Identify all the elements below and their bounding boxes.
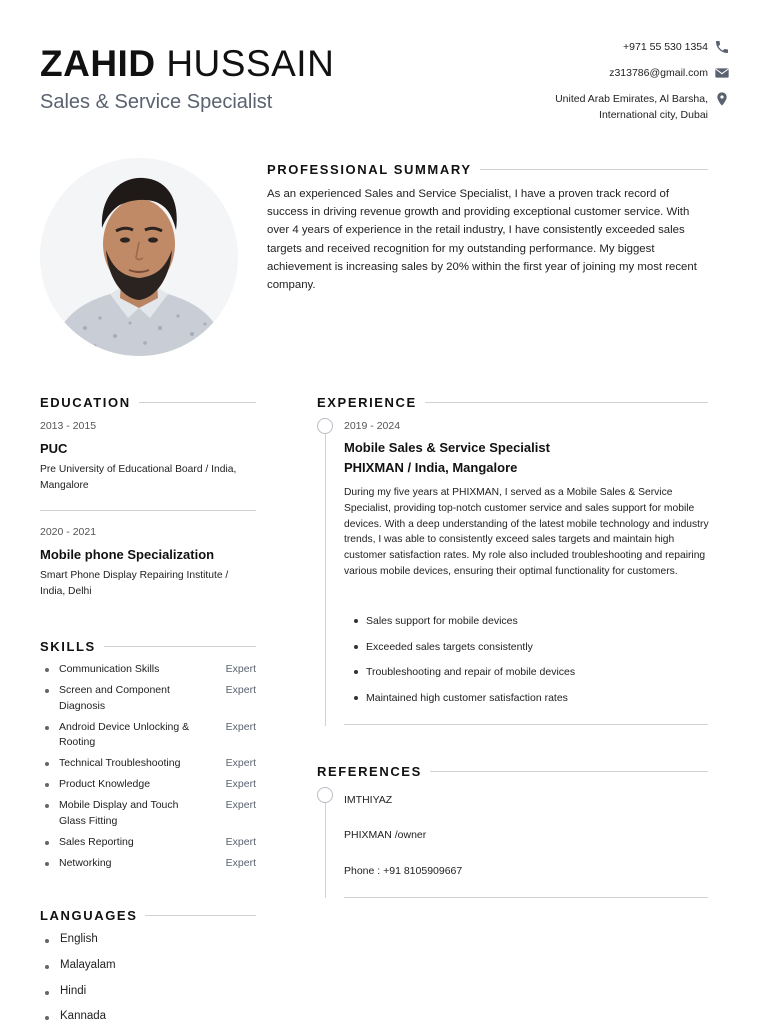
skill-name: Android Device Unlocking & Rooting <box>59 720 190 748</box>
experience-header <box>317 393 708 411</box>
bullet <box>45 726 49 730</box>
bullet <box>45 689 49 693</box>
language-name: Hindi <box>60 985 87 997</box>
job-title: Sales & Service Specialist <box>40 91 273 113</box>
education-divider <box>40 510 256 511</box>
highlight-item <box>354 639 714 655</box>
bullet <box>45 804 49 808</box>
skills-list <box>40 662 256 877</box>
bullet <box>354 645 358 649</box>
experience-date: 2019 - 2024 <box>344 420 401 432</box>
skill-level: Expert <box>225 799 256 811</box>
timeline-line <box>325 430 326 726</box>
phone-text: +971 55 530 1354 <box>623 41 708 53</box>
address-line-2: International city, Dubai <box>599 109 708 121</box>
skill-level: Expert <box>225 757 256 769</box>
language-item <box>40 985 86 997</box>
education-degree: Mobile phone Specialization <box>40 547 215 562</box>
reference-position: PHIXMAN /owner <box>344 829 427 841</box>
education-institution: Smart Phone Display Repairing Institute / India, Delhi <box>40 570 229 597</box>
highlight-item <box>354 690 714 706</box>
skill-name: Mobile Display and Touch Glass Fitting <box>59 799 179 827</box>
bullet <box>45 783 49 787</box>
timeline-dot <box>317 418 333 434</box>
experience-highlights <box>354 613 714 715</box>
highlight-item <box>354 613 714 629</box>
experience-description: During my five years at PHIXMAN, I served as a Mobile Sales & Service Specialist, providing top-notch customer service and sales support for mobile devices. With a deep understanding of the latest mobile technology and industry trends, I was able to consistently exceed sales targets and maintain high customer satisfaction rates. My role also included troubleshooting and repairing various mobile devices, ensuring their optimal functionality for customers. <box>344 487 709 577</box>
bullet <box>354 619 358 623</box>
skill-name: Technical Troubleshooting <box>59 757 181 769</box>
summary-title: PROFESSIONAL SUMMARY <box>267 161 472 177</box>
skill-name: Product Knowledge <box>59 778 151 790</box>
highlight-text: Maintained high customer satisfaction rates <box>366 691 568 704</box>
skill-item <box>40 662 256 678</box>
languages-title: LANGUAGES <box>40 907 138 923</box>
skill-item <box>40 835 256 851</box>
experience-divider <box>344 724 708 725</box>
section-rule <box>430 771 708 772</box>
skill-level: Expert <box>225 663 256 675</box>
section-rule <box>480 169 708 170</box>
education-degree: PUC <box>40 441 68 456</box>
bullet <box>354 670 358 674</box>
highlight-text: Troubleshooting and repair of mobile devices <box>366 666 576 678</box>
bullet <box>45 991 49 995</box>
profile-photo <box>40 158 238 356</box>
reference-name: IMTHIYAZ <box>344 794 393 806</box>
contact-phone <box>623 39 708 55</box>
map-pin-icon <box>714 91 730 107</box>
language-item <box>40 933 98 945</box>
references-header <box>317 762 708 780</box>
bullet <box>45 1016 49 1020</box>
section-rule <box>145 915 256 916</box>
bullet <box>45 668 49 672</box>
experience-company: PHIXMAN / India, Mangalore <box>344 460 518 475</box>
highlight-item <box>354 664 714 680</box>
language-name: English <box>60 933 98 945</box>
skill-item <box>40 856 256 872</box>
skill-name: Screen and Component Diagnosis <box>59 684 170 712</box>
skill-item <box>40 756 256 772</box>
bullet <box>45 841 49 845</box>
education-date: 2013 - 2015 <box>40 420 97 432</box>
portrait-illustration <box>40 158 238 356</box>
skill-name: Networking <box>59 856 112 869</box>
reference-phone: Phone : +91 8105909667 <box>344 865 463 877</box>
skill-level: Expert <box>225 684 256 696</box>
bullet <box>45 939 49 943</box>
contact-email <box>609 65 708 81</box>
highlight-text: Exceeded sales targets consistently <box>366 640 533 653</box>
highlight-text: Sales support for mobile devices <box>366 615 518 627</box>
bullet <box>45 965 49 969</box>
section-rule <box>425 402 708 403</box>
section-rule <box>104 646 256 647</box>
bullet <box>45 762 49 766</box>
address-line-1: United Arab Emirates, Al Barsha, <box>555 93 708 105</box>
contact-address <box>555 91 708 123</box>
skill-level: Expert <box>225 778 256 790</box>
bullet <box>45 862 49 866</box>
education-header <box>40 393 256 411</box>
skill-name: Communication Skills <box>59 663 160 675</box>
language-name: Malayalam <box>60 959 116 971</box>
skills-header <box>40 637 256 655</box>
language-item <box>40 1010 106 1022</box>
timeline-dot <box>317 787 333 803</box>
skill-level: Expert <box>225 856 256 869</box>
last-name: HUSSAIN <box>166 43 335 84</box>
email-text[interactable]: z313786@gmail.com <box>609 67 708 79</box>
languages-header <box>40 906 256 924</box>
language-item <box>40 959 116 971</box>
experience-position: Mobile Sales & Service Specialist <box>344 440 550 455</box>
summary-text: As an experienced Sales and Service Specialist, I have a proven track record of success in driving revenue growth and providing exceptional customer service. With over 4 years of experience in the retail industry, I have consistently exceeded sales targets and received recognition for my outstanding performance. My biggest achievement is increasing sales by 20% within the first year of joining my most recent company. <box>267 188 697 292</box>
skill-name: Sales Reporting <box>59 835 134 848</box>
education-title: EDUCATION <box>40 394 131 410</box>
skill-item <box>40 683 256 714</box>
education-institution: Pre University of Educational Board / India, Mangalore <box>40 464 237 491</box>
phone-icon <box>714 39 730 55</box>
candidate-name <box>40 44 334 84</box>
skill-item <box>40 777 256 793</box>
references-divider <box>344 897 708 898</box>
experience-title: EXPERIENCE <box>317 394 417 410</box>
language-name: Kannada <box>60 1010 107 1022</box>
education-date: 2020 - 2021 <box>40 526 97 538</box>
skill-level: Expert <box>225 720 256 733</box>
envelope-icon <box>714 65 730 81</box>
bullet <box>354 696 358 700</box>
skills-title: SKILLS <box>40 638 96 654</box>
skill-item <box>40 720 256 751</box>
summary-header <box>267 160 708 178</box>
references-title: REFERENCES <box>317 763 422 779</box>
timeline-line <box>325 800 326 898</box>
skill-level: Expert <box>225 835 256 848</box>
first-name: ZAHID <box>40 43 156 84</box>
skill-item <box>40 798 256 829</box>
section-rule <box>139 402 256 403</box>
